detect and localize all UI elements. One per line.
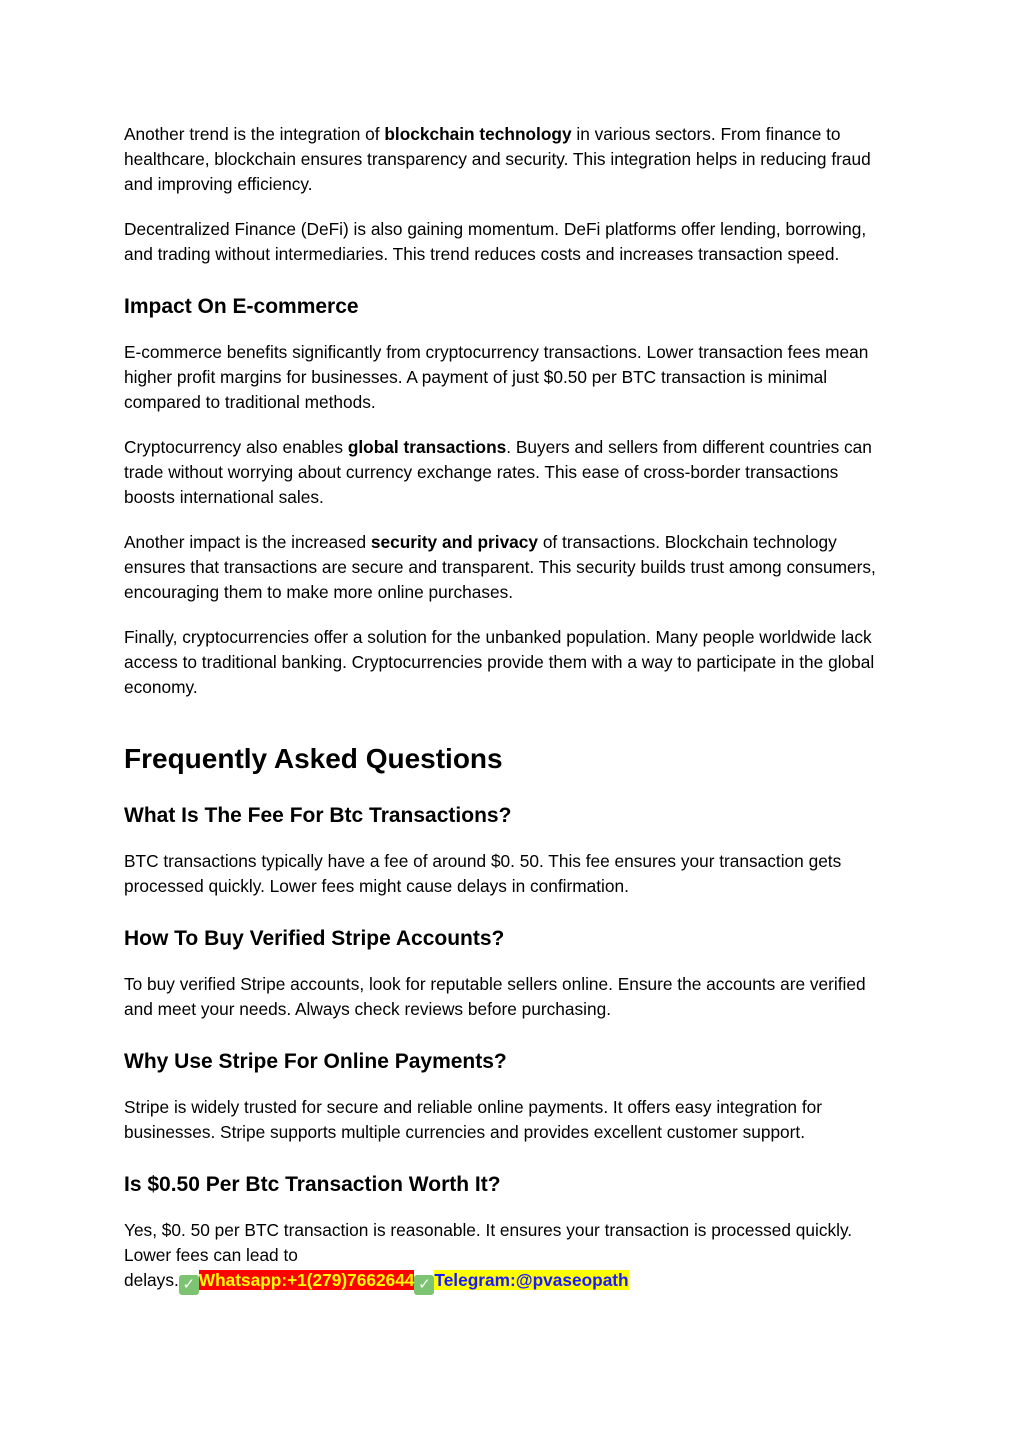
telegram-contact: Telegram:@pvaseopath	[434, 1270, 629, 1290]
paragraph-text: delays.	[124, 1270, 179, 1290]
whatsapp-contact: Whatsapp:+1(279)7662644	[198, 1270, 415, 1290]
heading-impact-ecommerce: Impact On E-commerce	[124, 295, 359, 318]
faq-question-btc-fee: What Is The Fee For Btc Transactions?	[124, 804, 512, 827]
paragraph-unbanked: Finally, cryptocurrencies offer a solution for the unbanked population. Many people worldwide lack access to traditional banking. Cryptocurrencies provide them with a way to participate in the global economy.	[124, 627, 875, 697]
bold-security-privacy: security and privacy	[370, 532, 539, 552]
paragraph-text: Cryptocurrency also enables	[124, 437, 348, 457]
faq-answer-btc-fee: BTC transactions typically have a fee of around $0. 50. This fee ensures your transaction gets processed quickly. Lower fees might cause delays in confirmation.	[124, 851, 842, 896]
faq-question-why-stripe: Why Use Stripe For Online Payments?	[124, 1050, 507, 1073]
paragraph-text: in various sectors. From finance to healthcare, blockchain ensures transparency and security. This integration helps in reducing fraud and improving efficiency.	[124, 124, 871, 194]
faq-answer-contact-line	[124, 1268, 894, 1295]
bold-global-transactions: global transactions	[347, 437, 507, 457]
heading-faq: Frequently Asked Questions	[124, 743, 503, 774]
paragraph-blockchain-trend	[124, 122, 894, 197]
paragraph-defi: Decentralized Finance (DeFi) is also gaining momentum. DeFi platforms offer lending, borrowing, and trading without intermediaries. This trend reduces costs and increases transaction speed.	[124, 219, 867, 264]
paragraph-text: . Buyers and sellers from different countries can trade without worrying about currency exchange rates. This ease of cross-border transactions boosts international sales.	[124, 437, 872, 507]
bold-blockchain-technology: blockchain technology	[384, 124, 572, 144]
paragraph-text: Another impact is the increased	[124, 532, 371, 552]
faq-question-worth-it: Is $0.50 Per Btc Transaction Worth It?	[124, 1173, 501, 1196]
faq-answer-why-stripe: Stripe is widely trusted for secure and reliable online payments. It offers easy integration for businesses. Stripe supports multiple currencies and provides excellent customer support.	[124, 1097, 823, 1142]
check-mark-icon: ✓	[414, 1275, 434, 1295]
paragraph-text: of transactions. Blockchain technology ensures that transactions are secure and transparent. This security builds trust among consumers, encouraging them to make more online purchases.	[124, 532, 876, 602]
faq-answer-worth-it: Yes, $0. 50 per BTC transaction is reasonable. It ensures your transaction is processed quickly. Lower fees can lead to	[124, 1220, 853, 1265]
faq-question-buy-stripe: How To Buy Verified Stripe Accounts?	[124, 927, 505, 950]
paragraph-text: Another trend is the integration of	[124, 124, 385, 144]
faq-answer-buy-stripe: To buy verified Stripe accounts, look for reputable sellers online. Ensure the accounts are verified and meet your needs. Always check reviews before purchasing.	[124, 974, 866, 1019]
paragraph-ecommerce-benefits: E-commerce benefits significantly from cryptocurrency transactions. Lower transaction fees mean higher profit margins for businesses. A payment of just $0.50 per BTC transaction is minimal compared to traditional methods.	[124, 342, 869, 412]
document-page	[124, 122, 894, 1295]
check-mark-icon: ✓	[179, 1275, 199, 1295]
paragraph-security-privacy	[124, 530, 894, 605]
paragraph-global-transactions	[124, 435, 894, 510]
